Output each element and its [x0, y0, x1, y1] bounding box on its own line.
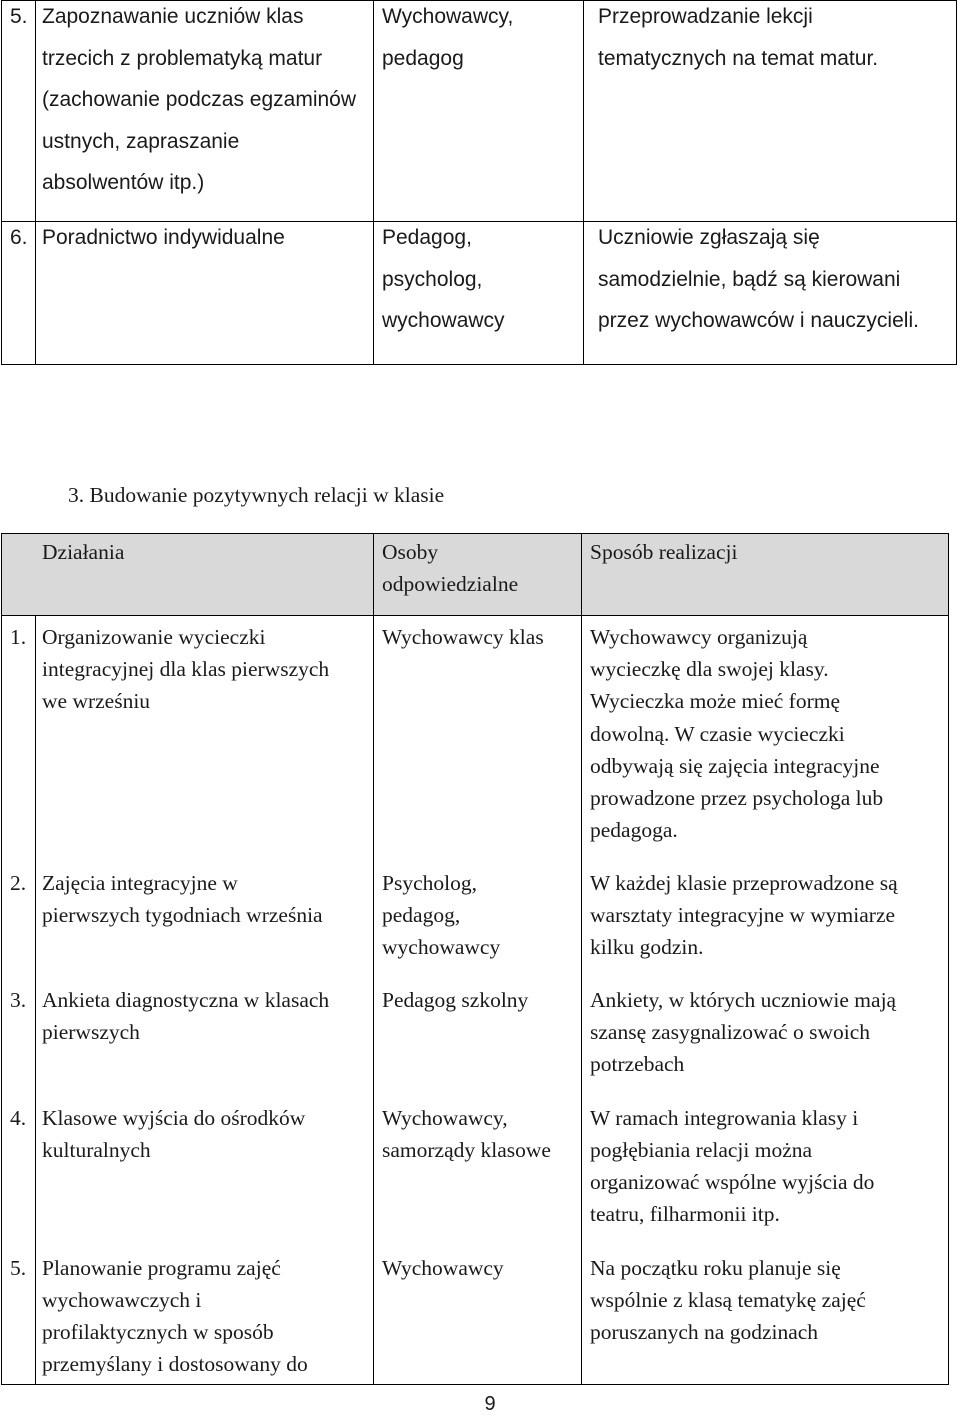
method-text: teatru, filharmonii itp.: [590, 1202, 780, 1227]
header-method-label: Sposób realizacji: [590, 540, 738, 564]
method-text: Ankiety, w których uczniowie mają: [590, 987, 897, 1012]
row-number: 2.: [10, 870, 27, 895]
responsible-text: psycholog,: [382, 267, 483, 291]
table-row: [2, 1247, 949, 1385]
activity-text: ustnych, zapraszanie: [42, 129, 240, 153]
table-row: [2, 1, 957, 222]
activity-text: integracyjnej dla klas pierwszych: [42, 657, 330, 682]
relations-table: [1, 533, 949, 1385]
method-text: potrzebach: [590, 1051, 685, 1076]
method-text: przez wychowawców i nauczycieli.: [598, 309, 919, 332]
activity-text: Planowanie programu zajęć: [42, 1255, 281, 1280]
activity-text: przemyślany i dostosowany do: [42, 1352, 308, 1377]
method-text: wycieczkę dla swojej klasy.: [590, 657, 829, 682]
responsible-text: Wychowawcy klas: [382, 625, 544, 649]
method-text: poruszanych na godzinach: [590, 1319, 819, 1344]
header-responsible-label: Osoby: [382, 540, 439, 564]
responsible-text: pedagog,: [382, 902, 461, 927]
row-number: 4.: [10, 1105, 27, 1130]
method-text: odbywają się zajęcia integracyjne: [590, 753, 880, 778]
method-cell: [584, 222, 957, 365]
method-cell: [582, 616, 949, 862]
row-number-cell: [2, 1097, 36, 1247]
responsible-text: wychowawcy: [382, 934, 501, 959]
table-row: [2, 222, 957, 365]
activity-text: Poradnictwo indywidualne: [42, 226, 285, 249]
row-number: 3.: [10, 987, 27, 1012]
method-text: prowadzone przez psychologa lub: [590, 786, 884, 811]
responsible-cell: [374, 1247, 582, 1385]
method-cell: [582, 979, 949, 1097]
activity-text: absolwentów itp.): [42, 171, 205, 194]
method-cell: [582, 862, 949, 979]
row-number: 6.: [10, 226, 28, 249]
method-cell: [584, 1, 957, 222]
responsible-cell: [374, 616, 582, 862]
row-number: 5.: [10, 1255, 27, 1280]
activity-cell: [36, 222, 374, 365]
method-text: wspólnie z klasą tematykę zajęć: [590, 1287, 866, 1312]
table-row: [2, 862, 949, 979]
activity-text: kulturalnych: [42, 1137, 151, 1162]
table-row: [2, 616, 949, 862]
method-text: pogłębiania relacji można: [590, 1137, 813, 1162]
header-responsible-label: odpowiedzialne: [382, 572, 519, 596]
row-number: 1.: [10, 625, 27, 649]
method-text: samodzielnie, bądź są kierowani: [598, 267, 901, 291]
responsible-cell: [374, 862, 582, 979]
activity-text: (zachowanie podczas egzaminów: [42, 88, 357, 111]
activities-table-continued: [1, 0, 957, 365]
header-activities: [2, 534, 374, 616]
table-row: [2, 979, 949, 1097]
responsible-text: Wychowawcy: [382, 1255, 504, 1280]
header-responsible: [374, 534, 582, 616]
responsible-cell: [374, 1097, 582, 1247]
header-method: [582, 534, 949, 616]
activity-text: Ankieta diagnostyczna w klasach: [42, 987, 330, 1012]
responsible-cell: [374, 979, 582, 1097]
activity-cell: [36, 1097, 374, 1247]
row-number-cell: [2, 979, 36, 1097]
method-text: organizować wspólne wyjścia do: [590, 1169, 875, 1194]
method-text: dowolną. W czasie wycieczki: [590, 721, 845, 746]
activity-cell: [36, 979, 374, 1097]
row-number-cell: [2, 222, 36, 365]
activity-text: Zajęcia integracyjne w: [42, 870, 238, 895]
responsible-text: samorządy klasowe: [382, 1137, 551, 1162]
responsible-text: wychowawcy: [382, 309, 505, 332]
method-text: Wychowawcy organizują: [590, 625, 808, 649]
method-cell: [582, 1247, 949, 1385]
activity-text: pierwszych: [42, 1019, 140, 1044]
activity-cell: [36, 1247, 374, 1385]
table-header-row: [2, 534, 949, 616]
activity-cell: [36, 616, 374, 862]
method-text: Wycieczka może mieć formę: [590, 689, 840, 714]
activity-cell: [36, 1, 374, 222]
activity-text: trzecich z problematyką matur: [42, 46, 323, 70]
row-number-cell: [2, 862, 36, 979]
page-number: 9: [484, 1393, 496, 1415]
responsible-text: Wychowawcy,: [382, 5, 514, 28]
row-number-cell: [2, 616, 36, 862]
method-text: W każdej klasie przeprowadzone są: [590, 870, 898, 895]
method-text: kilku godzin.: [590, 934, 704, 959]
responsible-text: Pedagog,: [382, 226, 472, 249]
activity-text: wychowawczych i: [42, 1287, 202, 1312]
row-number-cell: [2, 1247, 36, 1385]
activity-cell: [36, 862, 374, 979]
method-text: tematycznych na temat matur.: [598, 46, 879, 70]
method-cell: [582, 1097, 949, 1247]
activity-text: Klasowe wyjścia do ośrodków: [42, 1105, 306, 1130]
responsible-text: Pedagog szkolny: [382, 987, 529, 1012]
section-heading: 3. Budowanie pozytywnych relacji w klasie: [68, 483, 445, 507]
activity-text: Zapoznawanie uczniów klas: [42, 5, 304, 28]
responsible-cell: [374, 222, 584, 365]
method-text: W ramach integrowania klasy i: [590, 1105, 859, 1130]
responsible-text: Psycholog,: [382, 870, 477, 895]
activity-text: we wrześniu: [42, 689, 151, 714]
method-text: pedagoga.: [590, 818, 678, 843]
method-text: szansę zasygnalizować o swoich: [590, 1019, 870, 1044]
responsible-text: pedagog: [382, 46, 464, 70]
method-text: Na początku roku planuje się: [590, 1255, 841, 1280]
activity-text: profilaktycznych w sposób: [42, 1319, 274, 1344]
method-text: Uczniowie zgłaszają się: [598, 226, 820, 249]
activity-text: pierwszych tygodniach września: [42, 902, 323, 927]
method-text: Przeprowadzanie lekcji: [598, 5, 813, 28]
responsible-cell: [374, 1, 584, 222]
table-row: [2, 1097, 949, 1247]
method-text: warsztaty integracyjne w wymiarze: [590, 902, 896, 927]
activity-text: Organizowanie wycieczki: [42, 625, 266, 649]
responsible-text: Wychowawcy,: [382, 1105, 508, 1130]
header-activities-label: Działania: [42, 540, 125, 564]
row-number: 5.: [10, 5, 28, 28]
row-number-cell: [2, 1, 36, 222]
